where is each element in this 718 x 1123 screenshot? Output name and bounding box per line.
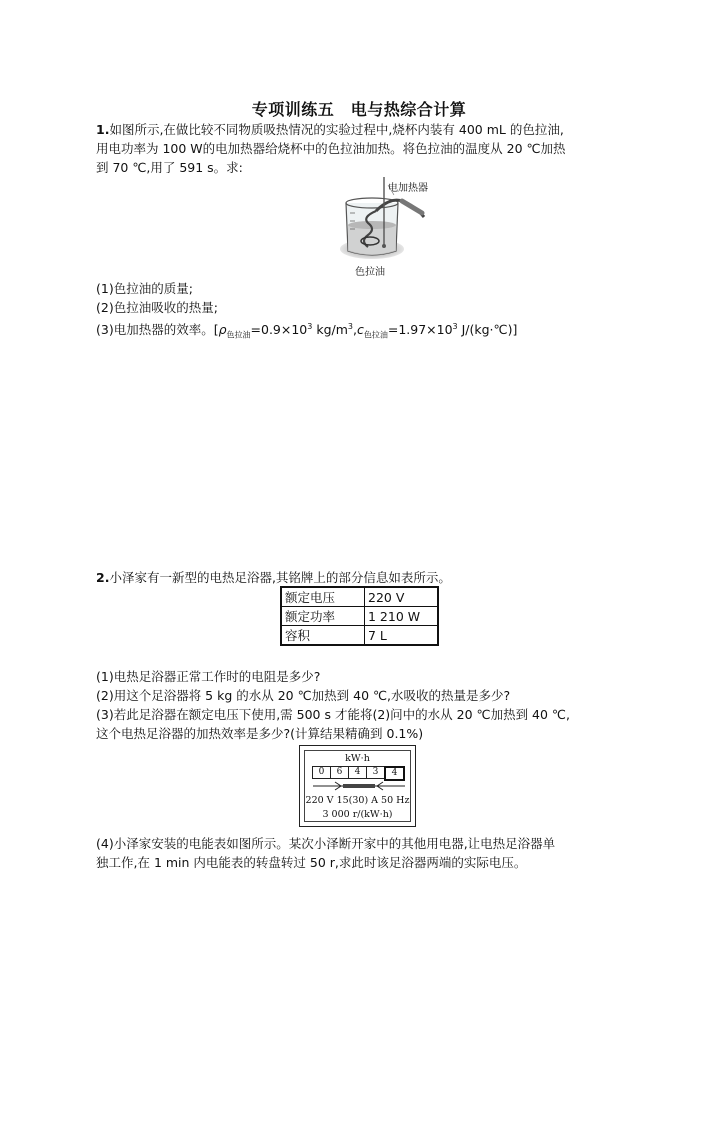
q2-sub-1: (1)电热足浴器正常工作时的电阻是多少? <box>96 669 321 684</box>
q1-number: 1. <box>96 122 110 137</box>
q2-number: 2. <box>96 570 110 585</box>
q2-sub-3-line-1: (3)若此足浴器在额定电压下使用,需 500 s 才能将(2)问中的水从 20 ℃加热到 40 ℃, <box>96 707 570 722</box>
table-value: 7 L <box>365 626 439 646</box>
q2-sub-3-line-2: 这个电热足浴器的加热效率是多少?(计算结果精确到 0.1%) <box>96 726 424 741</box>
q1-sub-2: (2)色拉油吸收的热量; <box>96 300 218 315</box>
heater-label: 电加热器 <box>388 183 428 194</box>
table-row <box>281 626 438 646</box>
table-key: 容积 <box>281 626 365 646</box>
q1-line-1 <box>96 121 564 139</box>
meter-spec-1: 220 V 15(30) A 50 Hz <box>305 795 410 806</box>
table-key: 额定电压 <box>281 587 365 607</box>
meter-digits <box>313 766 405 781</box>
meter-digit: 3 <box>366 766 385 779</box>
meter-digit: 0 <box>312 766 331 779</box>
q2-sub-2: (2)用这个足浴器将 5 kg 的水从 20 ℃加热到 40 ℃,水吸收的热量是多少? <box>96 688 511 703</box>
q2-sub-4-line-2: 独工作,在 1 min 内电能表的转盘转过 50 r,求此时该足浴器两端的实际电压。 <box>96 855 527 870</box>
table-row <box>281 587 438 607</box>
q1-line-3: 到 70 ℃,用了 591 s。求: <box>96 160 243 175</box>
q2-intro-text: 小泽家有一新型的电热足浴器,其铭牌上的部分信息如表所示。 <box>109 570 451 585</box>
q1-sub-1: (1)色拉油的质量; <box>96 281 193 296</box>
beaker-figure <box>328 173 438 277</box>
energy-meter <box>299 745 416 827</box>
table-row <box>281 607 438 626</box>
meter-unit: kW·h <box>345 753 370 764</box>
table-value: 220 V <box>365 587 439 607</box>
q2-intro <box>96 569 451 587</box>
q1-sub-3: (3)电加热器的效率。[$\rho_{色拉油}=0.9\times 10^3$ $kg/m^3,c_{色拉油}=1.97\times 10^3$ J/(kg·℃)] <box>96 322 518 340</box>
table-value: 1 210 W <box>365 607 439 626</box>
meter-digit: 4 <box>348 766 367 779</box>
q2-sub-4-line-1: (4)小泽家安装的电能表如图所示。某次小泽断开家中的其他用电器,让电热足浴器单 <box>96 836 556 851</box>
q1-line-2: 用电功率为 100 W的电加热器给烧杯中的色拉油加热。将色拉油的温度从 20 ℃加热 <box>96 141 566 156</box>
meter-digit-decimal: 4 <box>384 766 405 781</box>
meter-digit: 6 <box>330 766 349 779</box>
meter-disc-indicator <box>313 781 405 791</box>
meter-spec-2: 3 000 r/(kW·h) <box>322 809 393 820</box>
table-key: 额定功率 <box>281 607 365 626</box>
page-title: 专项训练五 电与热综合计算 <box>251 100 467 119</box>
q1-text-1: 如图所示,在做比较不同物质吸热情况的实验过程中,烧杯内装有 400 mL 的色拉油, <box>109 122 564 137</box>
oil-label: 色拉油 <box>355 267 385 278</box>
nameplate-table <box>280 586 439 646</box>
